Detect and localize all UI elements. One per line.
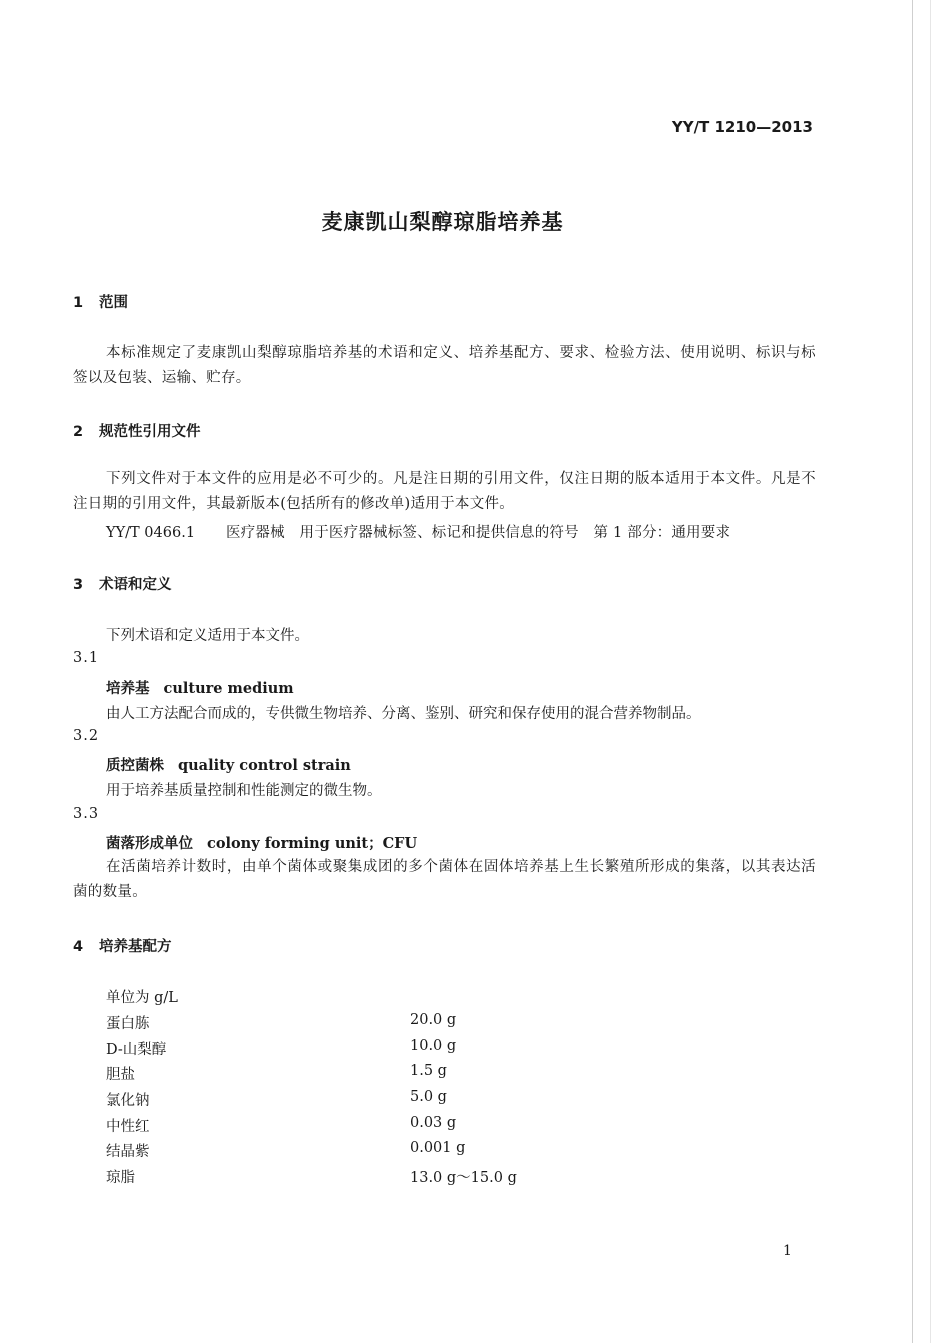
section-title: 范围 xyxy=(99,295,128,311)
term-english: quality control strain xyxy=(178,757,351,774)
term-english: colony forming unit；CFU xyxy=(207,835,418,852)
unit-note: 单位为 g/L xyxy=(106,990,178,1006)
ingredient-name: 结晶紫 xyxy=(106,1144,150,1160)
ingredient-amount: 5.0 g xyxy=(410,1089,447,1105)
ingredient-name: D-山梨醇 xyxy=(106,1042,167,1058)
section-number: 3 xyxy=(73,577,84,593)
ingredient-name: 蛋白胨 xyxy=(106,1016,150,1032)
page-number: 1 xyxy=(783,1243,792,1259)
section-title: 培养基配方 xyxy=(99,939,172,955)
ingredient-name: 琼脂 xyxy=(106,1170,135,1186)
reference-code: YY/T 0466.1 xyxy=(106,525,196,541)
section-title: 规范性引用文件 xyxy=(99,424,201,440)
term-heading xyxy=(106,832,417,853)
section-1-heading xyxy=(73,291,128,312)
term-chinese: 质控菌株 xyxy=(106,757,164,774)
term-chinese: 菌落形成单位 xyxy=(106,835,193,852)
term-definition: 在活菌培养计数时，由单个菌体或聚集成团的多个菌体在固体培养基上生长繁殖所形成的集落，以其表达活菌的数量。 xyxy=(73,859,816,900)
section-2-text: 下列文件对于本文件的应用是必不可少的。凡是注日期的引用文件，仅注日期的版本适用于本文件。凡是不注日期的引用文件，其最新版本(包括所有的修改单)适用于本文件。 xyxy=(73,471,816,512)
term-heading xyxy=(106,677,294,698)
ingredient-amount: 0.001 g xyxy=(410,1140,466,1156)
term-number: 3.2 xyxy=(73,728,100,744)
ingredient-amount: 1.5 g xyxy=(410,1063,447,1079)
section-number: 2 xyxy=(73,424,84,440)
standard-number: YY/T 1210—2013 xyxy=(671,118,813,136)
term-definition: 由人工方法配合而成的，专供微生物培养、分离、鉴别、研究和保存使用的混合营养物制品。 xyxy=(106,706,701,722)
ingredient-name: 胆盐 xyxy=(106,1067,135,1083)
section-title: 术语和定义 xyxy=(99,577,172,593)
term-number: 3.1 xyxy=(73,650,100,666)
scan-edge-line xyxy=(912,0,913,1343)
term-chinese: 培养基 xyxy=(106,680,150,697)
section-number: 1 xyxy=(73,295,84,311)
normative-reference xyxy=(106,521,730,542)
section-3-heading xyxy=(73,573,172,594)
section-number: 4 xyxy=(73,939,84,955)
ingredient-name: 氯化钠 xyxy=(106,1093,150,1109)
document-title: 麦康凯山梨醇琼脂培养基 xyxy=(321,210,564,234)
ingredient-amount: 20.0 g xyxy=(410,1012,457,1028)
ingredient-name: 中性红 xyxy=(106,1119,150,1135)
section-1-text: 本标准规定了麦康凯山梨醇琼脂培养基的术语和定义、培养基配方、要求、检验方法、使用说明、标识与标签以及包装、运输、贮存。 xyxy=(73,345,816,386)
term-number: 3.3 xyxy=(73,806,100,822)
reference-title: 医疗器械 用于医疗器械标签、标记和提供信息的符号 第 1 部分：通用要求 xyxy=(226,525,731,541)
term-definition: 用于培养基质量控制和性能测定的微生物。 xyxy=(106,783,382,799)
section-3-intro: 下列术语和定义适用于本文件。 xyxy=(106,628,309,644)
ingredient-amount: 0.03 g xyxy=(410,1115,457,1131)
term-heading xyxy=(106,754,351,775)
scan-edge-line-outer xyxy=(930,0,931,1343)
section-2-heading xyxy=(73,420,201,441)
ingredient-amount: 10.0 g xyxy=(410,1038,457,1054)
ingredient-amount: 13.0 g～15.0 g xyxy=(410,1170,517,1186)
section-4-heading xyxy=(73,935,172,956)
term-english: culture medium xyxy=(163,680,294,697)
